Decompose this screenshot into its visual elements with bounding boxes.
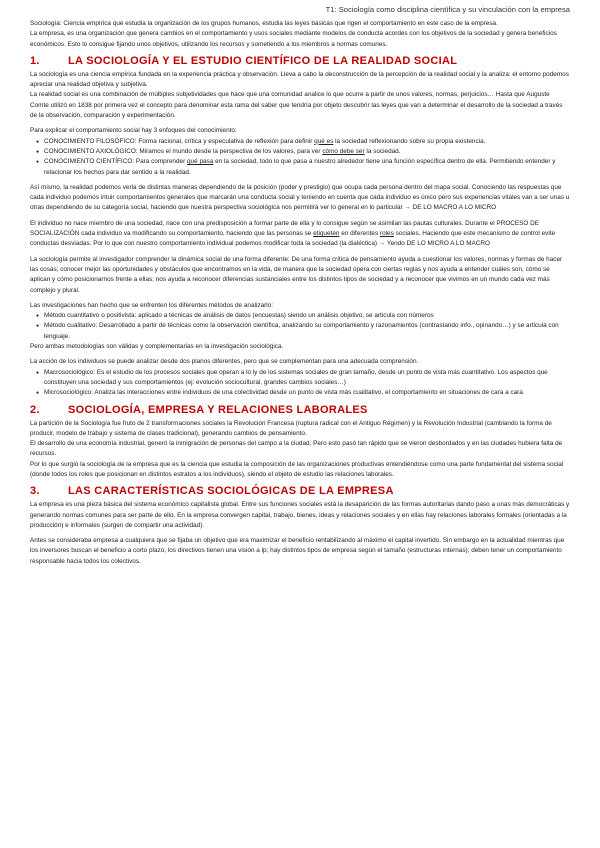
- section-2-number: 2.: [30, 403, 40, 416]
- s1-paragraph-4: Así mismo, la realidad podemos verla de distintas maneras dependiendo de la posición (poder y prestigio) que ocupa cada persona dentro del mapa social. Conociendo las respuestas que cada individuo podemos intuir comportamientos generales que marcarán una conducta social y teniendo en cuenta que cada individuo es único pero sus experiencias vitales van a ser unas u otras dependiendo de su categoría social, haciendo que nuestra perspectiva sociológica nos permitirá ver lo general en lo particular → DE LO MACRO A LO MICRO: [30, 183, 570, 212]
- s2-paragraph-3: Por lo que surgió la sociología de la empresa que es la ciencia que estudia la composición de las organizaciones productivas entendiéndose como una parte fundamental del sistema social (donde todos los roles que posicionan en distintos estratos a los individuos), siendo el objeto de estudio las relaciones laborales.: [30, 460, 564, 478]
- s3-paragraph-2: Antes se consideraba empresa a cualquiera que se fijaba un objetivo que era maximizar el beneficio rentabilizando al máximo el capital invertido. Sin embargo en la actualidad mientras que los inversores buscan el beneficio a corto plazo, los directivos tienen una visión a lp; hay distintos tipos de empresa según el tamaño (estructuras internas); deben tener un comportamiento responsable hacia todos los colectivos.: [30, 537, 565, 565]
- list-item: ● CONOCIMIENTO AXIOLÓGICO: Miramos el mundo desde la perspectiva de los valores, para ver cómo debe ser la sociedad.: [44, 147, 570, 157]
- s3-paragraph-1: La empresa es una pieza básica del sistema económico capitalista global. Entre sus funciones sociales está la desaparición de las formas autoritarias dando paso a unas más democráticas y generando normas comunes para ser parte de ello. En la empresa convergen capital, trabajo, bienes, ideas y relaciones sociales y en ellas hay relaciones laborales formales (orientadas a la producción) e informales (surgen de compartir una actividad).: [30, 501, 570, 529]
- analysis-levels-list: [30, 368, 570, 399]
- methods-list: [30, 311, 570, 342]
- s2-paragraph-1: La partición de la Sociología fue fruto de 2 transformaciones sociales la Revolución Francesa (ruptura radical con el Antiguo Régimen) y la Revolución Industrial (cambiando la forma de producir, modelo de trabajo y sistema de clases tradicional), generando cambios de pensamiento.: [30, 419, 552, 437]
- section-3-number: 3.: [30, 485, 40, 498]
- s1-paragraph-6: La sociología permite al investigador comprender la dinámica social de una forma diferente: De una forma crítica de pensamiento ayuda a cuestionar los valores, normas y formas de hacer las cosas; conocer mejor las oportunidades y obstáculos que encontramos en la vida, de manera que la sociedad opera con ciertas reglas y nos ayuda a entender cuáles son, cómo se aplican y cómo posicionarnos frente a ellas; nos ayuda a reconocer diferencias sustanciales entre los distintos tipos de sociedad y a reconocer que vivimos en un mundo cada vez más complejo y plural.: [30, 255, 563, 294]
- intro-paragraph-1: Sociología: Ciencia empírica que estudia la organización de los grupos humanos, estudia las leyes básicas que rigen el comportamiento en este caso de la empresa.: [30, 20, 498, 27]
- s1-paragraph-9: La acción de los individuos se puede analizar desde dos planos diferentes, pero que se complementan para una adecuada comprensión.: [30, 358, 419, 366]
- s1-paragraph-1: La sociología es una ciencia empírica fundada en la experiencia práctica y observación. Lleva a cabo la deconstrucción de la percepción de la realidad social y la analiza: el entorno podemos apreciar una realidad objetiva y subjetiva.: [30, 70, 569, 89]
- running-header: T1: Sociología como disciplina científica y su vinculación con la empresa: [325, 5, 570, 14]
- section-3-heading: [30, 484, 570, 498]
- list-item: ● CONOCIMIENTO CIENTÍFICO: Para comprender qué pasa en la sociedad, todo lo que pasa a nuestro alrededor tiene una función específica dentro de ella. Permitiendo entender y relacionar los hechos para dar sentido a la realidad.: [44, 157, 570, 178]
- section-2-heading: [30, 403, 570, 417]
- intro-paragraph-2: La empresa, es una organización que genera cambios en el comportamiento y usos sociales mediante modelos de conducta acordes con los objetivos de la sociedad y genera beneficios económicos. Esto lo consigue fijando unos objetivos, utilizando los recursos y sometiendo a los miembros a normas comunes.: [30, 30, 557, 48]
- list-item: ● Macrosociológico: Es el estudio de los procesos sociales que operan a lo ly de los sistemas sociales de gran tamaño, desde un punto de vista más cuantitativo. Los aspectos que constituyen una sociedad y sus comportamientos (ej: evolución sociocultural, grandes cambios sociales…): [44, 368, 570, 389]
- list-item: ● Método cuantitativo o positivista: aplicado a técnicas de análisis de datos (encuestas) siendo un análisis objetivo, se articula con números: [44, 311, 570, 321]
- section-1-number: 1.: [30, 54, 40, 67]
- s1-paragraph-8: Pero ambas metodologías son válidas y complementarias en la investigación sociológica.: [30, 343, 284, 351]
- s1-paragraph-7: Las investigaciones han hecho que se enfrenten los diferentes métodos de analizarlo:: [30, 301, 274, 309]
- section-2-title: SOCIOLOGÍA, EMPRESA Y RELACIONES LABORALES: [68, 403, 368, 416]
- s1-paragraph-5: El individuo no nace miembro de una sociedad, nace con una predisposición a formar parte de ella y lo consigue según se asimilan las pautas culturales. Durante el PROCESO DE SOCIALIZACIÓN cada individuo va modificando su comportamiento, haciendo que las personas se etiqueten en diferentes roles sociales. Haciendo que este mecanismo de control evite conductas desviadas. Por lo que con nuestro comportamiento individual podemos modificar toda la sociedad (la dialéctica) → Yendo DE LO MICRO A LO MACRO: [30, 219, 556, 248]
- list-item: ● CONOCIMIENTO FILOSÓFICO: Forma racional, crítica y especulativa de reflexión para definir qué es la sociedad reflexionando sobre su propia existencia.: [44, 137, 570, 147]
- section-1-title: LA SOCIOLOGÍA Y EL ESTUDIO CIENTÍFICO DE LA REALIDAD SOCIAL: [68, 54, 458, 67]
- s2-paragraph-2: El desarrollo de una economía industrial, generó la inmigración de personas del campo a la ciudad. Pero esto pasó tan rápido que se vieron desbordados y en las ciudades hubiera falta de recursos.: [30, 440, 563, 458]
- section-1-heading: [30, 54, 570, 68]
- section-3-title: LAS CARACTERÍSTICAS SOCIOLÓGICAS DE LA EMPRESA: [68, 485, 394, 498]
- list-item: ● Microsociológico: Analiza las interacciones entre individuos de una colectividad desde un punto de vista más cualitativo, el comportamiento en situaciones de cara a cara.: [44, 388, 570, 398]
- s1-paragraph-2: La realidad social es una combinación de múltiples subjetividades que hace que una comunidad analice lo que ocurre a partir de unos valores, normas, perjuicios… Hasta que Auguste Comte utilizó en 1838 por primera vez el concepto para denominar esta rama del saber que tendría por objeto descubrir las leyes que van a determinar el desarrollo de la sociedad a través de la observación, comparación y experimentación.: [30, 91, 563, 120]
- s1-paragraph-3: Para explicar el comportamiento social hay 3 enfoques del conocimiento:: [30, 127, 237, 135]
- knowledge-approaches-list: [30, 137, 570, 178]
- list-item: ● Método cualitativo: Desarrollado a partir de técnicas como la observación científica, analizando su comportamiento y razonamientos (contrastando info., opinando…) y se articula con lenguaje.: [44, 321, 570, 342]
